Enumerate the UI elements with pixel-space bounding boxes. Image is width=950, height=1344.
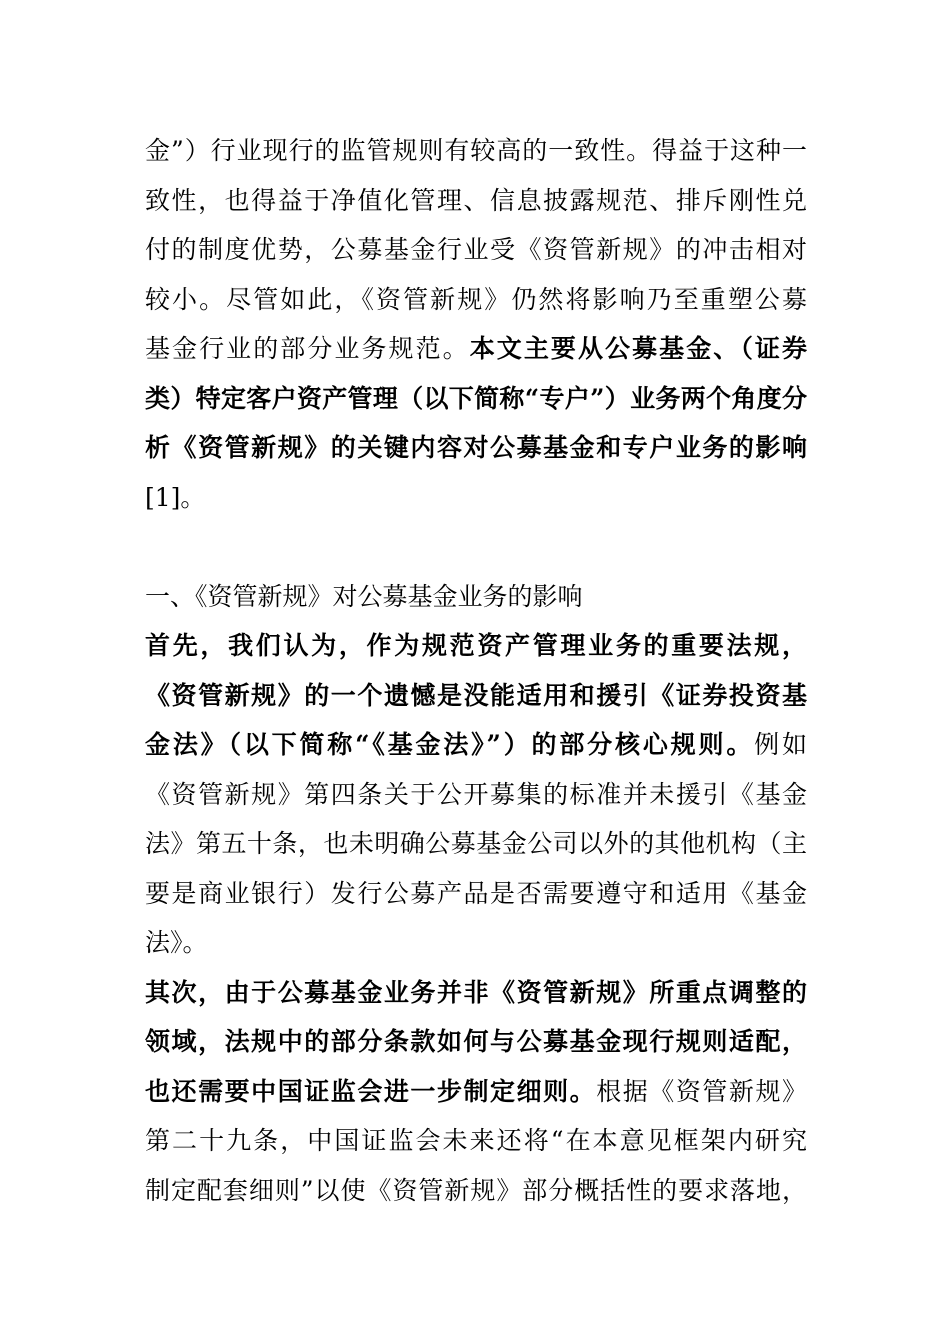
text-segment: 例如 [754, 730, 807, 759]
bold-text-segment: 也还需要中国证监会进一步制定细则。 [145, 1076, 597, 1106]
text-line [145, 225, 807, 275]
text-segment: [1]。 [145, 482, 206, 512]
bold-text-segment: 领域，法规中的部分条款如何与公募基金现行规则适配， [145, 1027, 807, 1056]
text-line [145, 1067, 807, 1117]
bold-text-segment: 类）特定客户资产管理（以下简称“专户”）业务两个角度分 [145, 383, 807, 413]
text-line [145, 671, 807, 721]
bold-text-segment: 本文主要从公募基金、（证券 [469, 334, 807, 363]
text-segment: 付的制度优势，公募基金行业受《资管新规》的冲击相对 [145, 235, 807, 264]
text-segment: 一、《资管新规》对公募基金业务的影响 [145, 581, 583, 611]
text-line [145, 374, 807, 424]
text-segment: 金”）行业现行的监管规则有较高的一致性。得益于这种一 [145, 136, 807, 165]
text-segment: 要是商业银行）发行公募产品是否需要遵守和适用《基金 [145, 878, 807, 908]
bold-text-segment: 析《资管新规》的关键内容对公募基金和专户业务的影响 [145, 433, 807, 462]
text-line [145, 869, 807, 919]
text-segment: 基金行业的部分业务规范。 [145, 334, 470, 363]
text-line [145, 275, 807, 325]
text-line [145, 423, 807, 473]
bold-text-segment: 《资管新规》的一个遗憾是没能适用和援引《证券投资基 [145, 680, 807, 710]
text-line [145, 1017, 807, 1067]
bold-text-segment: 金法》（以下简称“《基金法》”）的部分核心规则。 [145, 730, 755, 759]
text-line [145, 1166, 807, 1216]
text-line [145, 770, 807, 820]
document-body [145, 126, 807, 1215]
text-line [145, 918, 807, 968]
text-line [145, 819, 807, 869]
text-line [145, 126, 807, 176]
text-segment: 较小。尽管如此，《资管新规》仍然将影响乃至重塑公募 [145, 284, 807, 314]
text-line [145, 1116, 807, 1166]
text-segment: 根据《资管新规》 [596, 1076, 807, 1106]
text-line [145, 968, 807, 1018]
text-line [145, 621, 807, 671]
text-segment: 致性，也得益于净值化管理、信息披露规范、排斥刚性兑 [145, 185, 807, 215]
text-line [145, 324, 807, 374]
text-line [145, 572, 807, 622]
text-line [145, 720, 807, 770]
text-line [145, 473, 807, 523]
text-segment: 《资管新规》第四条关于公开募集的标准并未援引《基金 [145, 779, 807, 809]
text-segment: 制定配套细则”以使《资管新规》部分概括性的要求落地， [145, 1175, 807, 1205]
text-segment: 法》第五十条，也未明确公募基金公司以外的其他机构（主 [145, 829, 807, 858]
text-segment: 法》。 [145, 928, 208, 957]
bold-text-segment: 其次，由于公募基金业务并非《资管新规》所重点调整的 [145, 977, 807, 1007]
paragraph-spacer [145, 522, 807, 572]
bold-text-segment: 首先，我们认为，作为规范资产管理业务的重要法规， [145, 631, 807, 660]
text-segment: 第二十九条，中国证监会未来还将“在本意见框架内研究 [145, 1126, 807, 1155]
text-line [145, 176, 807, 226]
